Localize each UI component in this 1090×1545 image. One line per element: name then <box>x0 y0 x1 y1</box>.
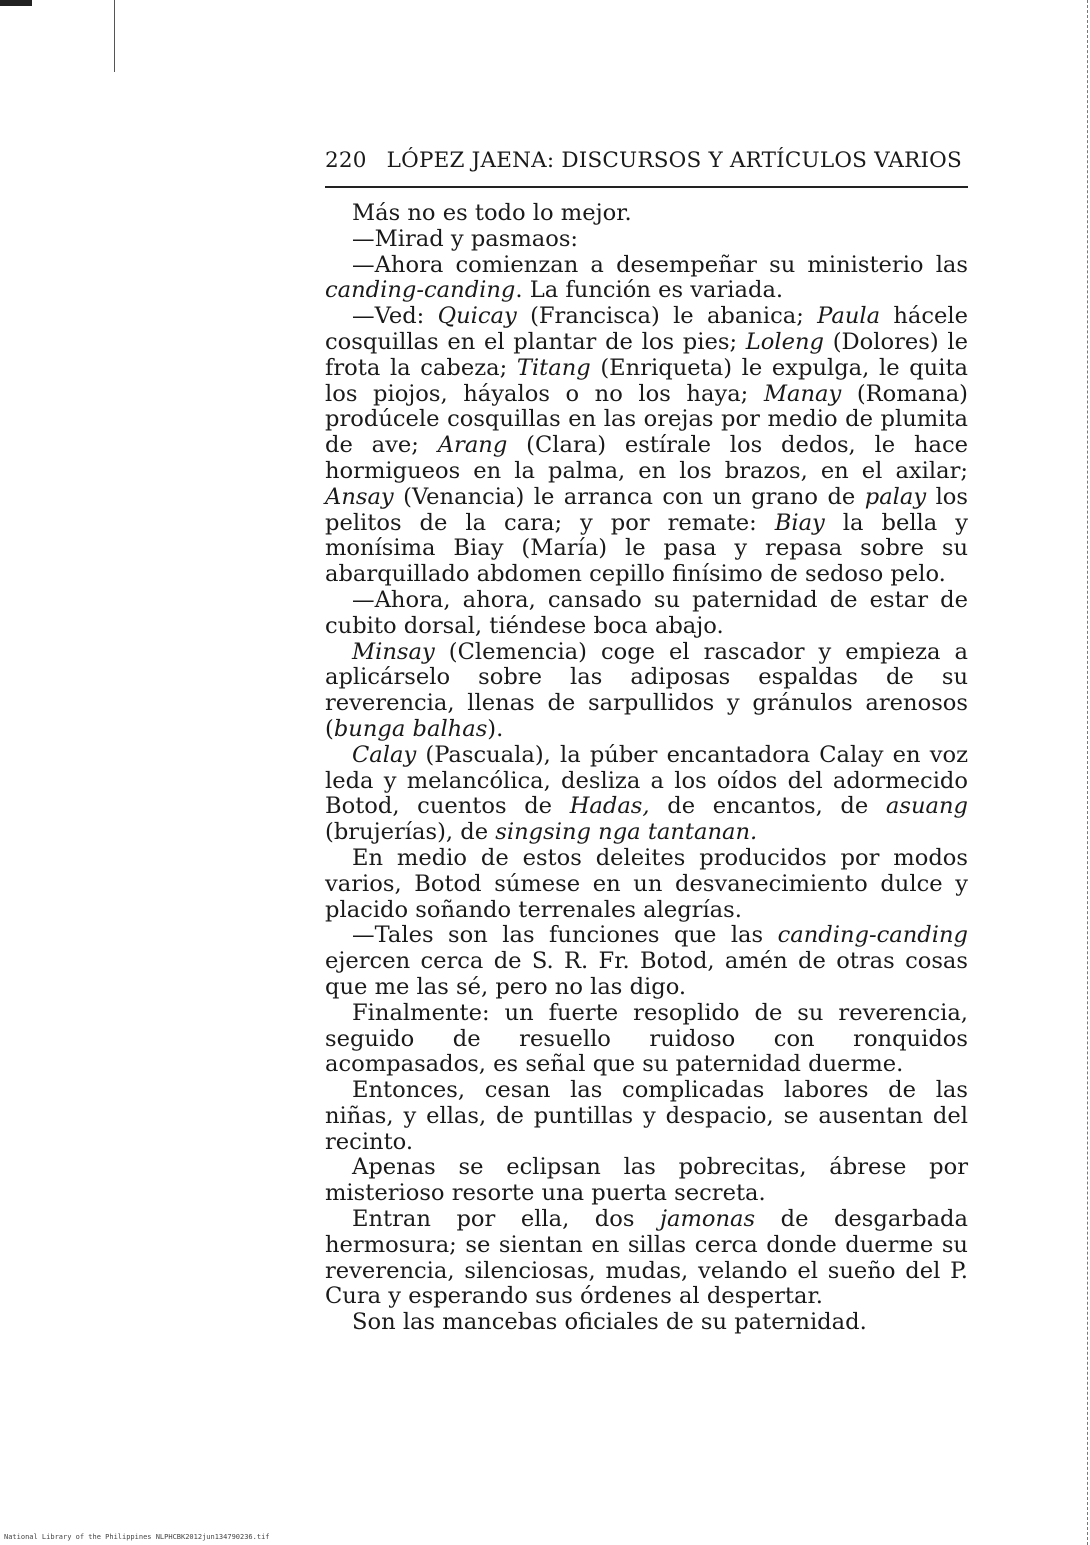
italic-term: Loleng <box>745 328 824 355</box>
running-header <box>325 148 968 180</box>
scan-credit: National Library of the Philippines NLPHCBK2012jun134790236.tif <box>4 1533 270 1541</box>
text-run: (brujerías), de <box>325 819 496 846</box>
italic-term: jamonas <box>659 1206 756 1233</box>
italic-term: canding-canding <box>777 922 968 949</box>
italic-term: Ansay <box>325 483 394 510</box>
italic-term: palay <box>864 483 927 510</box>
paragraph <box>325 1078 968 1155</box>
italic-term: Arang <box>437 432 508 459</box>
italic-term: Quicay <box>437 303 517 330</box>
italic-term: Manay <box>763 380 842 407</box>
paragraph <box>325 1310 968 1336</box>
paragraph <box>325 253 968 305</box>
italic-term: canding-canding <box>325 277 516 304</box>
text-run: Entonces, cesan las complicadas labores de las niñas, y ellas, de puntillas y despacio, se ausentan del recinto. <box>325 1077 968 1155</box>
paragraph <box>325 227 968 253</box>
scan-edge-dots <box>1085 0 1088 1545</box>
text-run: (Venancia) le arranca con un grano de <box>393 483 865 510</box>
text-run: —Mirad y pasmaos: <box>352 225 579 252</box>
italic-term: asuang <box>885 793 968 820</box>
text-run: de desgarbada hermosura; se sientan en sillas cerca donde duerme su reverencia, silenciosas, mudas, velando el sueño del P. Cura y esperando sus órdenes al despertar. <box>325 1206 968 1310</box>
paragraph <box>325 588 968 640</box>
text-run: (Francisca) le abanica; <box>516 303 818 330</box>
italic-term: Hadas, <box>569 793 650 820</box>
text-run: —Ahora, ahora, cansado su paternidad de estar de cubito dorsal, tiéndese boca abajo. <box>325 586 968 639</box>
paragraph <box>325 1155 968 1207</box>
scan-edge-line <box>114 0 115 72</box>
italic-term: bunga balhas <box>333 715 488 742</box>
text-run: la bella y monísima Biay (María) le pasa y repasa sobre su abarquillado abdomen cepillo finísimo de sedoso pelo. <box>325 509 968 588</box>
header-rule <box>325 186 968 188</box>
text-run: (Clemencia) coge el rascador y empieza a aplicárselo sobre las adiposas espaldas de su reverencia, llenas de sarpullidos y gránulos arenosos ( <box>325 638 968 742</box>
text-run: (Clara) estírale los dedos, le hace hormigueos en la palma, en los brazos, en el axilar; <box>325 432 969 484</box>
paragraph <box>325 640 968 743</box>
italic-term: Calay <box>352 741 417 768</box>
paragraph <box>325 201 968 227</box>
paragraph <box>325 743 968 846</box>
paragraph <box>325 923 968 1000</box>
text-run: los pelitos de la cara; y por remate: <box>325 483 968 536</box>
page-number: 220 <box>325 148 367 173</box>
text-run: Apenas se eclipsan las pobrecitas, ábrese por misterioso resorte una puerta secreta. <box>325 1154 968 1207</box>
paragraph <box>325 1207 968 1310</box>
italic-term: Titang <box>516 354 591 381</box>
text-run: hácele cosquillas en el plantar de los pies; <box>325 303 969 355</box>
italic-term: Biay <box>774 509 825 536</box>
text-run: (Enriqueta) le expulga, le quita los piojos, háyalos o no los haya; <box>325 354 968 407</box>
scan-mark <box>0 0 32 6</box>
paragraph <box>325 846 968 923</box>
text-run: Más no es todo lo mejor. <box>352 200 632 226</box>
text-run: —Ahora comienzan a desempeñar su ministerio las <box>352 251 968 278</box>
italic-term: Minsay <box>352 638 435 665</box>
text-run: —Ved: <box>352 303 438 330</box>
italic-term: Paula <box>817 303 881 330</box>
text-run: de encantos, de <box>649 793 886 820</box>
paragraph <box>325 304 968 588</box>
text-run: Entran por ella, dos <box>352 1206 660 1233</box>
text-run: Finalmente: un fuerte resoplido de su reverencia, seguido de resuello ruidoso con ronquidos acompasados, es señal que su paternidad duerme. <box>325 999 968 1078</box>
paragraph <box>325 1001 968 1078</box>
text-run: . La función es variada. <box>515 277 784 304</box>
text-run: Son las mancebas oficiales de su paternidad. <box>352 1309 867 1336</box>
text-run: ejercen cerca de S. R. Fr. Botod, amén de otras cosas que me las sé, pero no las digo. <box>325 948 968 1000</box>
text-run: En medio de estos deleites producidos por modos varios, Botod súmese en un desvanecimiento dulce y placido soñando terrenales alegrías. <box>325 844 968 923</box>
text-run: —Tales son las funciones que las <box>352 922 778 949</box>
body-text <box>325 201 968 1336</box>
text-run: (Romana) prodúcele cosquillas en las orejas por medio de plumita de ave; <box>325 380 969 459</box>
text-run: (Dolores) le frota la cabeza; <box>325 328 968 381</box>
text-run: (Pascuala), la púber encantadora Calay en voz leda y melancólica, desliza a los oídos del adormecido Botod, cuentos de <box>325 741 968 820</box>
running-title: LÓPEZ JAENA: DISCURSOS Y ARTÍCULOS VARIOS <box>386 148 962 173</box>
text-run: ). <box>487 715 504 742</box>
italic-term: singsing nga tantanan. <box>495 819 758 846</box>
